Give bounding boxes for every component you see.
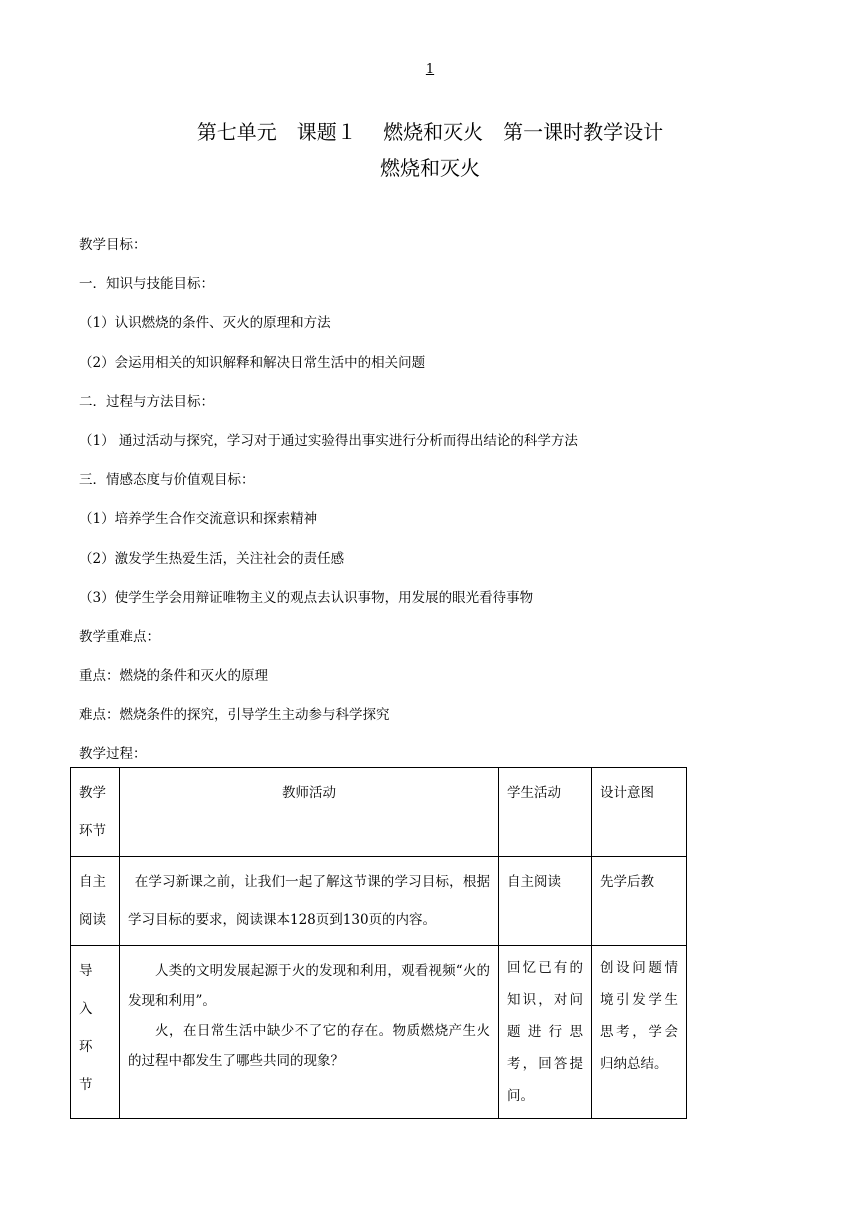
header-design-intent: 设计意图 <box>592 768 687 857</box>
header-student-activity: 学生活动 <box>499 768 592 857</box>
objective-heading-process: 二．过程与方法目标： <box>79 393 214 410</box>
document-subtitle: 燃烧和灭火 <box>380 156 480 180</box>
objective-item: （2）会运用相关的知识解释和解决日常生活中的相关问题 <box>79 354 426 371</box>
cell-design-intent: 先学后教 <box>592 857 687 946</box>
objective-heading-attitude: 三．情感态度与价值观目标： <box>79 472 255 489</box>
teaching-process-table <box>70 767 687 1119</box>
objective-item: （2）激发学生热爱生活，关注社会的责任感 <box>79 550 345 567</box>
cell-teacher-activity: 人类的文明发展起源于火的发现和利用，观看视频“火的发现和利用”。 火，在日常生活中缺少不了它的存在。物质燃烧产生火的过程中都发生了哪些共同的现象？ <box>120 946 499 1119</box>
cell-stage: 导入环节 <box>71 946 120 1119</box>
header-stage: 教学环节 <box>71 768 120 857</box>
cell-stage: 自主阅读 <box>71 857 120 946</box>
header-teacher-activity: 教师活动 <box>120 768 499 857</box>
document-title: 第七单元 课题１ 燃烧和灭火 第一课时教学设计 <box>196 120 664 144</box>
cell-student-activity: 回忆已有的知识，对问题进行思考，回答提问。 <box>499 946 592 1119</box>
cell-teacher-activity: 在学习新课之前，让我们一起了解这节课的学习目标，根据学习目标的要求，阅读课本128页到130页的内容。 <box>120 857 499 946</box>
objectives-section <box>79 230 719 779</box>
cell-design-intent: 创设问题情境引发学生思考，学会归纳总结。 <box>592 946 687 1119</box>
objective-heading-knowledge: 一．知识与技能目标： <box>79 276 214 293</box>
section-heading-keypoints: 教学重难点： <box>79 628 160 645</box>
section-heading-process: 教学过程： <box>79 746 147 763</box>
objective-item: （1）培养学生合作交流意识和探索精神 <box>79 511 318 528</box>
cell-student-activity: 自主阅读 <box>499 857 592 946</box>
key-point: 重点：燃烧的条件和灭火的原理 <box>79 668 268 685</box>
difficult-point: 难点：燃烧条件的探究，引导学生主动参与科学探究 <box>79 707 390 724</box>
page-number: 1 <box>425 62 435 77</box>
objective-item: （3）使学生学会用辩证唯物主义的观点去认识事物，用发展的眼光看待事物 <box>79 589 534 606</box>
table-row <box>71 946 687 1119</box>
objective-item: （1）认识燃烧的条件、灭火的原理和方法 <box>79 315 331 332</box>
section-heading-objectives: 教学目标： <box>79 237 147 253</box>
table-row <box>71 857 687 946</box>
table-header-row <box>71 768 687 857</box>
objective-item: （1） 通过活动与探究，学习对于通过实验得出事实进行分析而得出结论的科学方法 <box>79 432 578 449</box>
